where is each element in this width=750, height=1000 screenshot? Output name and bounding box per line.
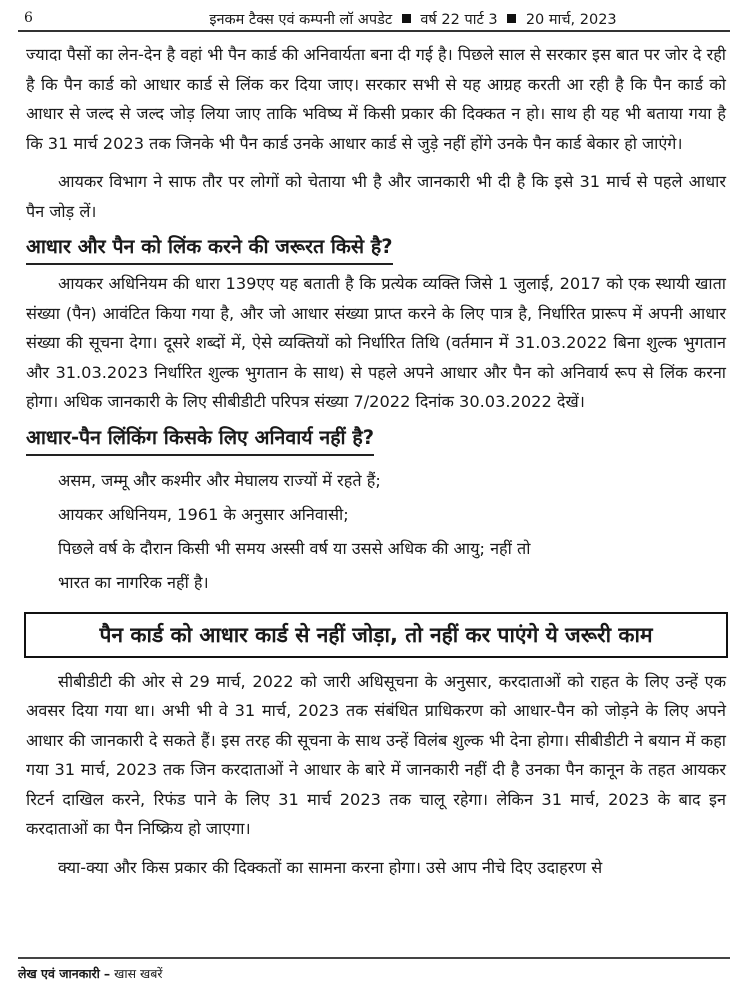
- exemption-list: [26, 464, 726, 600]
- section-paragraph: सीबीडीटी की ओर से 29 मार्च, 2022 को जारी अधिसूचना के अनुसार, करदाताओं को राहत के लिए उन्हें एक अवसर दिया गया था। अभी भी वे 31 मार्च, 2023 तक संबंधित प्राधिकरण को आधार-पैन को जोड़ने के लिए अपने आधार की जानकारी दे सकते हैं। इस तरह की सूचना के साथ उन्हें विलंब शुल्क भी देना होगा। सीबीडीटी ने बयान में कहा गया 31 मार्च, 2023 तक जिन करदाताओं ने आधार के बारे में जानकारी नहीं दी है उनका पैन कानून के तहत आयकर रिटर्न दाखिल करने, रिफंड पाने के लिए 31 मार्च 2023 तक चालू रहेगा। लेकिन 31 मार्च, 2023 के बाद इन करदाताओं का पैन निष्क्रिय हो जाएगा।: [26, 671, 726, 838]
- page-footer: [18, 957, 730, 982]
- footer-separator: –: [103, 966, 111, 981]
- boxed-heading: पैन कार्ड को आधार कार्ड से नहीं जोड़ा, तो नहीं कर पाएंगे ये जरूरी काम: [24, 612, 728, 658]
- footer-subsection: खास खबरें: [114, 966, 163, 981]
- section-heading: आधार और पैन को लिंक करने की जरूरत किसे है?: [26, 232, 393, 265]
- square-bullet-icon: [402, 14, 411, 23]
- list-item: असम, जम्मू और कश्मीर और मेघालय राज्यों में रहते हैं;: [58, 470, 381, 490]
- article-body: [26, 40, 726, 882]
- list-item: भारत का नागरिक नहीं है।: [58, 572, 209, 592]
- section-heading: आधार-पैन लिंकिंग किसके लिए अनिवार्य नहीं है?: [26, 423, 374, 456]
- publication-name: इनकम टैक्स एवं कम्पनी लॉ अपडेट: [209, 12, 393, 28]
- list-item: पिछले वर्ष के दौरान किसी भी समय अस्सी वर्ष या उससे अधिक की आयु; नहीं तो: [58, 538, 531, 558]
- intro-paragraph: ज्यादा पैसों का लेन-देन है वहां भी पैन कार्ड की अनिवार्यता बना दी गई है। पिछले साल से सरकार इस बात पर जोर दे रही है कि पैन कार्ड को आधार कार्ड से लिंक कर दिया जाए। सरकार सभी से यह आग्रह करती आ रही है कि पैन कार्ड को आधार से जल्द से जल्द जोड़ लिया जाए ताकि भविष्य में किसी प्रकार की दिक्कत न हो। साथ ही यह भी बताया गया है कि 31 मार्च 2023 तक जिनके भी पैन कार्ड उनके आधार कार्ड से जुड़े नहीं होंगे उनके पैन कार्ड बेकार हो जाएंगे।: [26, 45, 726, 153]
- volume-info: वर्ष 22 पार्ट 3: [420, 12, 498, 28]
- square-bullet-icon: [507, 14, 516, 23]
- footer-section: लेख एवं जानकारी: [18, 966, 100, 981]
- section-paragraph: क्या-क्या और किस प्रकार की दिक्कतों का सामना करना होगा। उसे आप नीचे दिए उदाहरण से: [58, 857, 603, 877]
- running-title: [96, 9, 730, 29]
- list-item: आयकर अधिनियम, 1961 के अनुसार अनिवासी;: [58, 504, 349, 524]
- issue-date: 20 मार्च, 2023: [525, 12, 617, 28]
- section-paragraph: आयकर अधिनियम की धारा 139एए यह बताती है कि प्रत्येक व्यक्ति जिसे 1 जुलाई, 2017 को एक स्थायी खाता संख्या (पैन) आवंटित किया गया है, और जो आधार संख्या प्राप्त करने के लिए पात्र है, निर्धारित प्रारूप में अपनी आधार संख्या की सूचना देगा। दूसरे शब्दों में, ऐसे व्यक्तियों को निर्धारित तिथि (वर्तमान में 31.03.2022 बिना शुल्क भुगतान और 31.03.2023 निर्धारित शुल्क भुगतान के साथ) से पहले अपने आधार और पैन को अनिवार्य रूप से लिंक करना होगा। अधिक जानकारी के लिए सीबीडीटी परिपत्र संख्या 7/2022 दिनांक 30.03.2022 देखें।: [26, 274, 726, 411]
- page-number: 6: [24, 10, 33, 26]
- page-header: [18, 8, 730, 32]
- intro-paragraph: आयकर विभाग ने साफ तौर पर लोगों को चेताया भी है और जानकारी भी दी है कि इसे 31 मार्च से पहले आधार पैन जोड़ लें।: [26, 172, 726, 221]
